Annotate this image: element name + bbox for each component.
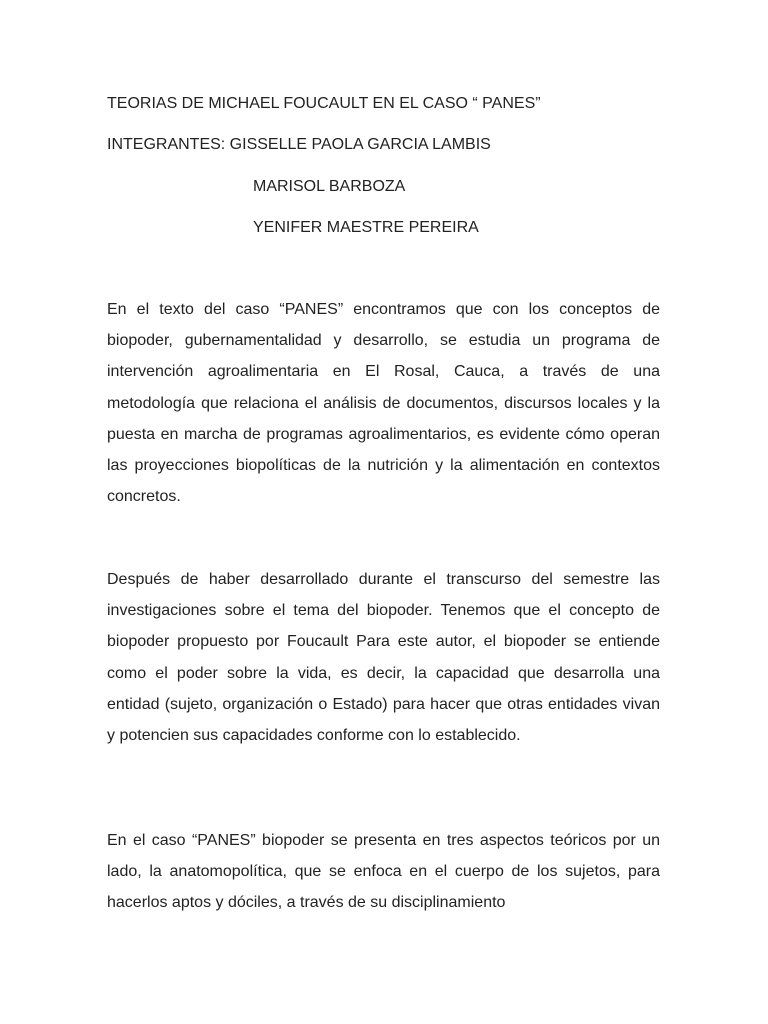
- paragraph: En el caso “PANES” biopoder se presenta en tres aspectos teóricos por un lado, la anatomopolítica, que se enfoca en el cuerpo de los sujetos, para hacerlos aptos y dóciles, a través de su disciplinamiento: [107, 832, 660, 912]
- members-line: INTEGRANTES: GISSELLE PAOLA GARCIA LAMBIS: [107, 136, 491, 153]
- document-title: TEORIAS DE MICHAEL FOUCAULT EN EL CASO “ PANES”: [107, 95, 541, 112]
- paragraph: En el texto del caso “PANES” encontramos que con los conceptos de biopoder, gubernamentalidad y desarrollo, se estudia un programa de intervención agroalimentaria en El Rosal, Cauca, a través de una metodología que relaciona el análisis de documentos, discursos locales y la puesta en marcha de programas agroalimentarios, es evidente cómo operan las proyecciones biopolíticas de la nutrición y la alimentación en contextos concretos.: [107, 301, 660, 506]
- member-name: YENIFER MAESTRE PEREIRA: [253, 219, 479, 236]
- paragraph: Después de haber desarrollado durante el transcurso del semestre las investigaciones sobre el tema del biopoder. Tenemos que el concepto de biopoder propuesto por Foucault Para este autor, el biopoder se entiende como el poder sobre la vida, es decir, la capacidad que desarrolla una entidad (sujeto, organización o Estado) para hacer que otras entidades vivan y potencien sus capacidades conforme con lo establecido.: [107, 571, 660, 745]
- member-name: MARISOL BARBOZA: [253, 178, 406, 195]
